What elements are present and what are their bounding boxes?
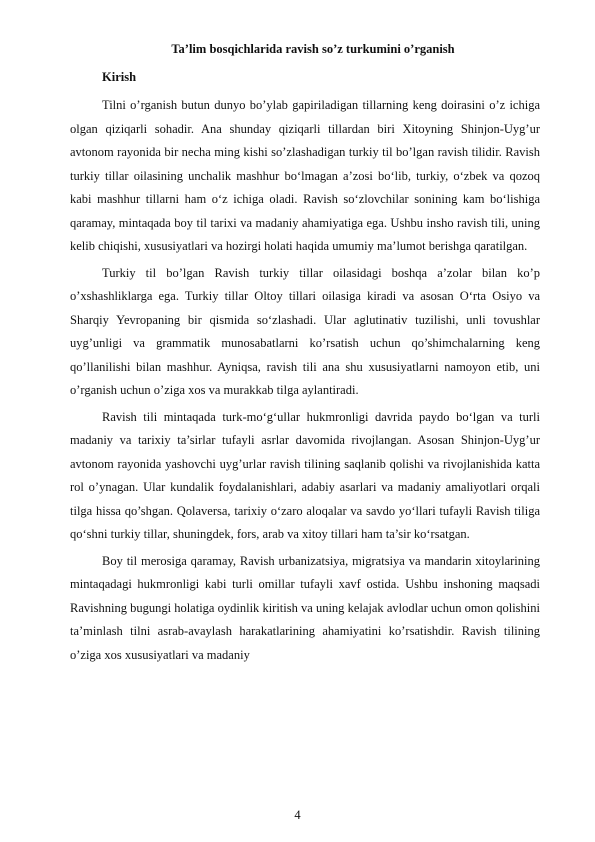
paragraph-turkic-family: Turkiy til bo’lgan Ravish turkiy tillar oilasidagi boshqa a’zolar bilan ko’p o’xshashliklarga ega. Turkiy tillar Oltoy tillari oilasiga kiradi va asosan O‘rta Osiyo va Sharqiy Yevropaning bir qismida so‘zlashadi. Ular aglutinativ tuzilishi, unli tovushlar uyg’unligi va grammatik munosabatlarni ko’rsatish uchun qo’shimchalarning keng qo’llanilishi bilan mashhur. Ayniqsa, ravish tili ana shu xususiyatlarni namoyon etib, uni o’rganish uchun o’ziga xos va murakkab tilga aylantiradi. (70, 265, 540, 397)
section-heading: Kirish (102, 70, 137, 84)
paragraph-endangered: Boy til merosiga qaramay, Ravish urbanizatsiya, migratsiya va mandarin xitoylarining mintaqadagi hukmronligi kabi turli omillar tufayli xavf ostida. Ushbu inshoning maqsadi Ravishning bugungi holatiga oydinlik kiritish va uning kelajak avlodlar uchun omon qolishini ta’minlash tilni asrab-avaylash harakatlarining ahamiyatini ko’rsatishdir. Ravish tilining o’ziga xos xususiyatlari va madaniy (70, 553, 540, 662)
paragraph-intro: Tilni o’rganish butun dunyo bo’ylab gapiriladigan tillarning keng doirasini o’z ichiga olgan qiziqarli sohadir. Ana shunday qiziqarli tillardan biri Xitoyning Shinjon-Uyg’ur avtonom rayonida bir necha ming kishi so’zlashadigan turkiy til bo’lgan ravish tilidir. Ravish turkiy tillar oilasining unchalik mashhur bo‘lmagan a’zosi bo‘lib, turkiy, o‘zbek va qozoq kabi mashhur tillarni ham o‘z ichiga oladi. Ravish so‘zlovchilar sonining kam bo‘lishiga qaramay, mintaqada boy til tarixi va madaniy ahamiyatiga ega. Ushbu insho ravish tili, uning kelib chiqishi, xususiyatlari va hozirgi holati haqida umumiy ma’lumot berishga qaratilgan. (70, 98, 540, 253)
page-body (70, 38, 540, 670)
paragraph-history: Ravish tili mintaqada turk-mo‘g‘ullar hukmronligi davrida paydo bo‘lgan va turli madaniy va tarixiy ta’sirlar tufayli asrlar davomida rivojlangan. Asosan Shinjon-Uyg’ur avtonom rayonida yashovchi uyg’urlar ravish tilining saqlanib qolishi va rivojlanishida katta rol o’ynagan. Ular kundalik foydalanishlari, adabiy asarlari va madaniy amaliyotlari orqali tilga hissa qo’shgan. Qolaversa, tarixiy o‘zaro aloqalar va savdo yo‘llari tufayli Ravish tiliga qo‘shni turkiy tillar, shuningdek, fors, arab va xitoy tillari ham ta’sir ko‘rsatgan. (70, 409, 540, 541)
document-title: Ta’lim bosqichlarida ravish so’z turkumini o’rganish (171, 42, 455, 56)
page-number: 4 (294, 808, 301, 822)
